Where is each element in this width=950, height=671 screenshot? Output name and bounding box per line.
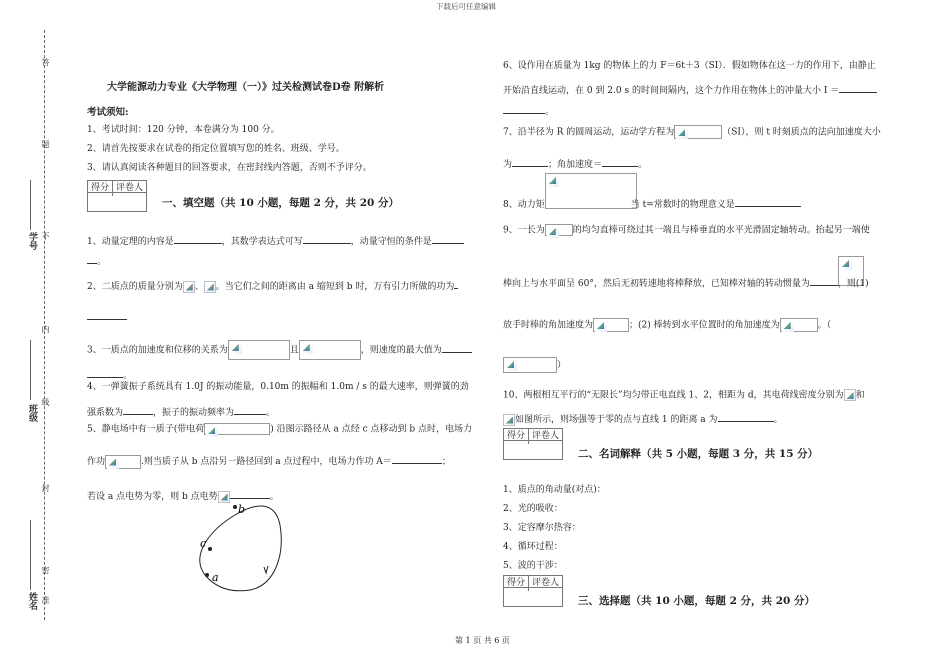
- name-line: [30, 520, 31, 590]
- seal-char: 线: [41, 398, 50, 406]
- seal-char: 封: [41, 484, 50, 492]
- score-box: [503, 575, 563, 607]
- section-heading: 一、填空题（共 10 小题，每题 2 分，共 20 分）: [162, 197, 399, 209]
- formula-image: [204, 281, 216, 293]
- seal-char: 不: [41, 232, 50, 240]
- formula-image: [183, 281, 195, 293]
- question-6-blank: 。: [503, 104, 554, 118]
- score-box: [503, 428, 563, 460]
- question-6: 6、设作用在质量为 1kg 的物体上的力 F＝6t＋3（SI）．假如物体在这一力的作用下，由静止: [503, 61, 876, 71]
- name-label: 姓名: [27, 592, 37, 610]
- seal-char: 内: [41, 325, 50, 333]
- term-item: 2、光的吸收：: [503, 504, 563, 514]
- formula-image: [503, 357, 557, 373]
- question-3-blank: 。: [87, 368, 132, 382]
- seal-char: 准: [41, 596, 50, 604]
- student-id-line: [30, 180, 31, 230]
- point-b: [233, 505, 237, 509]
- header-note: 下载后可任意编辑: [436, 2, 496, 11]
- question-4-cont: 强系数为 ，振子的振动频率为 。: [87, 405, 275, 419]
- formula-image: [844, 389, 856, 401]
- term-item: 5、波的干涉：: [503, 561, 563, 571]
- student-id-label: 学号: [27, 232, 37, 250]
- question-9: 9、一长为 的均匀直棒可绕过其一端且与棒垂直的水平光滑固定轴转动。抬起另一端使: [503, 224, 870, 237]
- class-line: [30, 340, 31, 400]
- question-2: 2、二质点的质量分别为 、 。当它们之间的距离由 a 缩短到 b 时，万有引力所做的功为: [87, 279, 458, 293]
- question-3: 3、一质点的加速度和位移的关系为 且 ，则速度的最大值为: [87, 340, 472, 360]
- class-label: 班级: [27, 404, 37, 422]
- formula-image: [503, 414, 515, 426]
- formula-image: [105, 455, 141, 469]
- label-a: a: [212, 571, 219, 584]
- score-blank: [504, 440, 562, 459]
- question-4: 4、一弹簧振子系统具有 1.0J 的振动能量，0.10m 的振幅和 1.0m / s 的最大速率，则弹簧的劲: [87, 382, 469, 392]
- notice-item: 1、考试时间：120 分钟，本卷满分为 100 分。: [87, 125, 280, 135]
- seal-char: 题: [41, 140, 50, 148]
- page-title: 大学能源动力专业《大学物理（一）》过关检测试卷D卷 附解析: [107, 82, 385, 93]
- notice-item: 3、请认真阅读各种题目的回答要求，在密封线内答题，否则不予评分。: [87, 163, 372, 173]
- question-10: 10、两根相互平行的“无限长”均匀带正电直线 1、2，相距为 d，其电荷线密度分别为 和: [503, 390, 865, 401]
- formula-image: [545, 224, 573, 236]
- formula-image: [228, 340, 290, 360]
- question-5-cont2: 若设 a 点电势为零，则 b 点电势 。: [87, 489, 279, 503]
- question-7-cont: 为 ；角加速度＝ 。: [503, 157, 647, 171]
- question-7: 7、沿半径为 R 的圆周运动，运动学方程为 （SI），则 t 时刻质点的法向加速度大小: [503, 125, 881, 139]
- seal-char: 密: [41, 566, 50, 574]
- formula-image: [593, 318, 629, 332]
- formula-image: [674, 125, 722, 139]
- page-footer: 第 1 页 共 6 页: [455, 636, 510, 645]
- term-item: 1、质点的角动量(对点)：: [503, 485, 606, 495]
- term-item: 3、定容摩尔热容：: [503, 523, 581, 533]
- question-5-cont: 作功 .则当质子从 b 点沿另一路径回到 a 点过程中，电场力作功 A＝ ；: [87, 454, 451, 469]
- section-heading: 三、选择题（共 10 小题，每题 2 分，共 20 分）: [578, 595, 815, 607]
- grader-label: 评卷人: [532, 578, 560, 588]
- formula-image: [204, 423, 270, 435]
- score-label: 得分: [504, 576, 529, 591]
- section-heading: 二、名词解释（共 5 小题，每题 3 分，共 15 分）: [578, 448, 819, 460]
- score-blank: [88, 192, 146, 211]
- question-9-cont2: 放手时棒的角加速度为 ；(2) 棒转到水平位置时的角加速度为 。（: [503, 318, 831, 332]
- direction-arrow: [264, 566, 268, 573]
- notice-item: 2、请首先按要求在试卷的指定位置填写您的姓名、班级、学号。: [87, 144, 345, 154]
- label-b: b: [238, 503, 246, 516]
- question-5: 5、静电场中有一质子(带电荷 ) 沿图示路径从 a 点经 c 点移动到 b 点时，电场力: [87, 423, 472, 436]
- point-c: [208, 547, 212, 551]
- seal-char: 答: [41, 58, 50, 66]
- question-1: 1、动量定理的内容是 ，其数学表达式可写 ，动量守恒的条件是: [87, 234, 464, 248]
- score-label: 得分: [504, 429, 529, 444]
- question-2-blank: [87, 310, 127, 324]
- formula-image: [299, 340, 361, 360]
- question-9-cont: 棒向上与水平面呈 60°，然后无初转速地将棒释放，已知棒对轴的转动惯量为 ，则(1): [503, 276, 869, 290]
- question-1-cont: 。: [87, 254, 106, 268]
- notice-heading: 考试须知:: [87, 107, 129, 118]
- score-blank: [504, 587, 562, 606]
- path-figure: [180, 495, 305, 600]
- question-9-cont3: ）: [503, 357, 566, 373]
- point-a: [205, 573, 209, 577]
- question-10-cont: 如图所示，则场强等于零的点与直线 1 的距离 a 为 。: [503, 412, 783, 426]
- score-label: 得分: [88, 181, 113, 196]
- score-box: [87, 180, 147, 212]
- question-6-cont: 开始沿直线运动，在 0 到 2.0 s 的时间间隔内，这个力作用在物体上的冲量大小 I ＝: [503, 83, 877, 97]
- question-8: 8、动力矩 当 t=常数时的物理意义是: [503, 197, 801, 211]
- grader-label: 评卷人: [116, 183, 144, 193]
- term-item: 4、循环过程：: [503, 542, 563, 552]
- label-c: c: [200, 537, 207, 550]
- formula-image: [780, 318, 818, 332]
- grader-label: 评卷人: [532, 431, 560, 441]
